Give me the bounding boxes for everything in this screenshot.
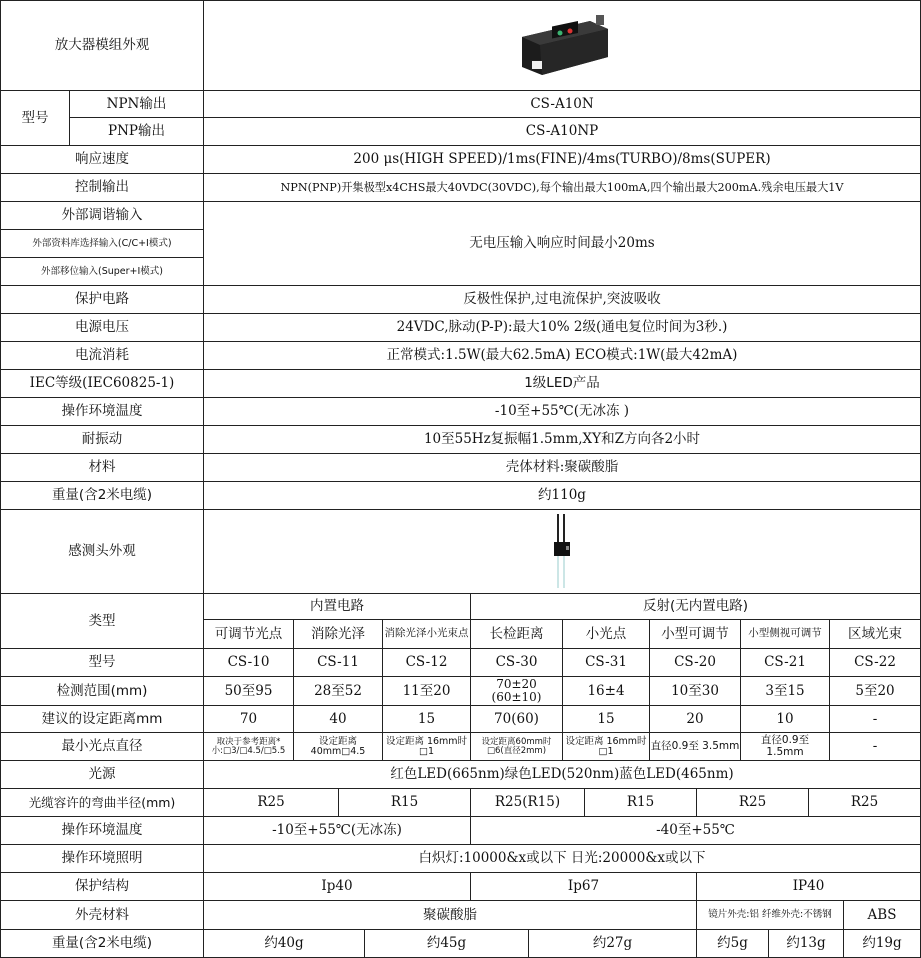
bend-1: R15 (338, 788, 471, 817)
housing-a: 聚碳酸脂 (203, 900, 697, 930)
type-cs31: 小光点 (562, 619, 650, 649)
bend-5: R25 (808, 788, 921, 817)
model-cs22: CS-22 (829, 648, 921, 677)
weight-value: 约110g (203, 481, 921, 510)
struct-label: 保护结构 (0, 872, 204, 901)
type-cs11: 消除光泽 (293, 619, 383, 649)
model-cs10: CS-10 (203, 648, 294, 677)
bend-4: R25 (696, 788, 809, 817)
setdist-cs11: 40 (293, 705, 383, 733)
weight-label: 重量(含2米电缆) (0, 481, 204, 510)
ext-value: 无电压输入响应时间最小20ms (203, 201, 921, 286)
type-cs21: 小型侧视可调节 (740, 619, 830, 649)
setdist-cs31: 15 (562, 705, 650, 733)
setdist-cs10: 70 (203, 705, 294, 733)
spot-cs30: 设定距离60mm时 □6(直径2mm) (470, 732, 563, 761)
range-cs30: 70±20 (60±10) (470, 676, 563, 706)
current-value: 正常模式:1.5W(最大62.5mA) ECO模式:1W(最大42mA) (203, 341, 921, 370)
setdist-cs20: 20 (649, 705, 741, 733)
range-cs22: 5至20 (829, 676, 921, 706)
iec-label: IEC等级(IEC60825-1) (0, 369, 204, 398)
optemp-b: -40至+55℃ (470, 816, 921, 845)
protect-value: 反极性保护,过电流保护,突波吸收 (203, 285, 921, 314)
pnp-label: PNP输出 (69, 117, 204, 146)
housing-label: 外壳材料 (0, 900, 204, 930)
head-appearance-label: 感测头外观 (0, 509, 204, 594)
sensor-head-image (542, 514, 582, 590)
model-cs30: CS-30 (470, 648, 563, 677)
setdist-cs30: 70(60) (470, 705, 563, 733)
iec-value: 1级LED产品 (203, 369, 921, 398)
struct-1: Ip67 (470, 872, 697, 901)
spot-cs22: - (829, 732, 921, 761)
bend-label: 光缆容许的弯曲半径(mm) (0, 788, 204, 817)
setdist-cs22: - (829, 705, 921, 733)
amp-appearance-cell (203, 0, 921, 91)
supply-value: 24VDC,脉动(P-P):最大10% 2级(通电复位时间为3秒.) (203, 313, 921, 342)
type-cs10: 可调节光点 (203, 619, 294, 649)
struct-0: Ip40 (203, 872, 471, 901)
bend-3: R15 (584, 788, 697, 817)
spot-cs21: 直径0.9至 1.5mm (740, 732, 830, 761)
model-cs12: CS-12 (382, 648, 471, 677)
range-cs20: 10至30 (649, 676, 741, 706)
illum-label: 操作环境照明 (0, 844, 204, 873)
bend-2: R25(R15) (470, 788, 585, 817)
bend-0: R25 (203, 788, 339, 817)
optemp-a: -10至+55℃(无冰冻) (203, 816, 471, 845)
temp-value: -10至+55℃(无冰冻 ) (203, 397, 921, 426)
housing-c: ABS (843, 900, 921, 930)
setdist-cs12: 15 (382, 705, 471, 733)
range-cs10: 50至95 (203, 676, 294, 706)
type-cs12: 消除光泽小光束点 (382, 619, 471, 649)
sweight-1: 约45g (364, 929, 529, 958)
sweight-2: 约27g (528, 929, 697, 958)
current-label: 电流消耗 (0, 341, 204, 370)
range-cs31: 16±4 (562, 676, 650, 706)
group-reflect: 反射(无内置电路) (470, 593, 921, 620)
model-cs20: CS-20 (649, 648, 741, 677)
npn-value: CS-A10N (203, 90, 921, 118)
vib-label: 耐振动 (0, 425, 204, 454)
sweight-0: 约40g (203, 929, 365, 958)
sweight-3: 约5g (696, 929, 769, 958)
ext-tune-label: 外部调谐输入 (0, 201, 204, 230)
sweight-label: 重量(含2米电缆) (0, 929, 204, 958)
pnp-value: CS-A10NP (203, 117, 921, 146)
range-cs21: 3至15 (740, 676, 830, 706)
sensor-model-label: 型号 (0, 648, 204, 677)
optemp-label: 操作环境温度 (0, 816, 204, 845)
spot-label: 最小光点直径 (0, 732, 204, 761)
setdist-label: 建议的设定距离mm (0, 705, 204, 733)
spot-cs11: 设定距离 40mm□4.5 (293, 732, 383, 761)
model-cs21: CS-21 (740, 648, 830, 677)
spot-cs10: 取决于参考距离* 小:□3/□4.5/□5.5 (203, 732, 294, 761)
spot-cs31: 设定距离 16mm时□1 (562, 732, 650, 761)
spot-cs12: 设定距离 16mm时□1 (382, 732, 471, 761)
illum-value: 白炽灯:10000&x或以下 日光:20000&x或以下 (203, 844, 921, 873)
spot-cs20: 直径0.9至 3.5mm (649, 732, 741, 761)
model-cs11: CS-11 (293, 648, 383, 677)
control-value: NPN(PNP)开集极型x4CHS最大40VDC(30VDC),每个输出最大100mA,四个输出最大200mA.残余电压最大1V (203, 173, 921, 202)
npn-label: NPN输出 (69, 90, 204, 118)
amp-appearance-label: 放大器模组外观 (0, 0, 204, 91)
control-label: 控制输出 (0, 173, 204, 202)
temp-label: 操作环境温度 (0, 397, 204, 426)
light-value: 红色LED(665nm)绿色LED(520nm)蓝色LED(465nm) (203, 760, 921, 789)
protect-label: 保护电路 (0, 285, 204, 314)
setdist-cs21: 10 (740, 705, 830, 733)
vib-value: 10至55Hz复振幅1.5mm,XY和Z方向各2小时 (203, 425, 921, 454)
light-label: 光源 (0, 760, 204, 789)
range-cs12: 11至20 (382, 676, 471, 706)
housing-b: 镜片外壳:铝 纤维外壳:不锈钢 (696, 900, 844, 930)
ext-bank-label: 外部资料库选择输入(C/C+I模式) (0, 229, 204, 258)
model-label: 型号 (0, 90, 70, 146)
ext-shift-label: 外部移位输入(Super+I模式) (0, 257, 204, 286)
supply-label: 电源电压 (0, 313, 204, 342)
group-builtin: 内置电路 (203, 593, 471, 620)
mat-label: 材料 (0, 453, 204, 482)
type-cs30: 长检距离 (470, 619, 563, 649)
sweight-5: 约19g (843, 929, 921, 958)
type-cs22: 区域光束 (829, 619, 921, 649)
range-label: 检测范围(mm) (0, 676, 204, 706)
response-value: 200 μs(HIGH SPEED)/1ms(FINE)/4ms(TURBO)/8ms(SUPER) (203, 145, 921, 174)
type-cs20: 小型可调节 (649, 619, 741, 649)
amplifier-device-image (512, 9, 612, 83)
struct-2: IP40 (696, 872, 921, 901)
mat-value: 壳体材料:聚碳酸脂 (203, 453, 921, 482)
model-cs31: CS-31 (562, 648, 650, 677)
head-appearance-cell (203, 509, 921, 594)
type-label: 类型 (0, 593, 204, 649)
response-label: 响应速度 (0, 145, 204, 174)
range-cs11: 28至52 (293, 676, 383, 706)
sweight-4: 约13g (768, 929, 844, 958)
